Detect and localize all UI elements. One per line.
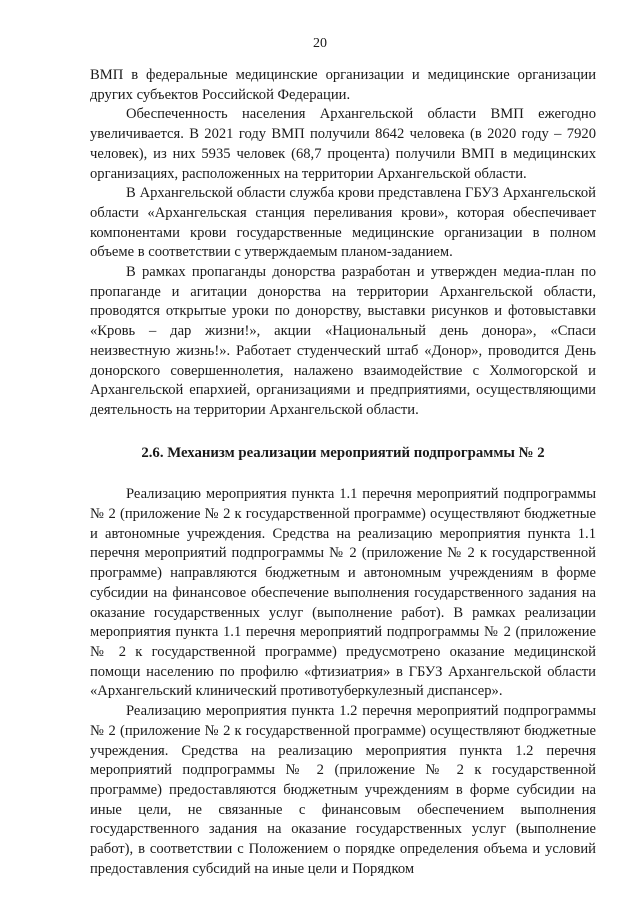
paragraph-donor-promotion: В рамках пропаганды донорства разработан и утвержден медиа-план по пропаганде и агитации донорства на территории Архангельской области, проводятся открытые уроки по донорству, выставки рисунков и фотовыставки «Кровь – дар жизни!», акции «Национальный день донора», «Спаси неизвестную жизнь!». Работает студенческий штаб «Донор», проводится День донорского совершеннолетия, налажено взаимодействие с Холмогорской и Архангельской епархией, организациями и предприятиями, осуществляющими деятельность на территории Архангельской области. (90, 264, 596, 418)
section-heading: 2.6. Механизм реализации мероприятий подпрограммы № 2 (141, 444, 545, 461)
paragraph-blood-service: В Архангельской области служба крови представлена ГБУЗ Архангельской области «Архангельская станция переливания крови», которая обеспечивает компонентами крови государственные медицинские организации в полном объеме в соответствии с утверждаемым планом-заданием. (90, 185, 596, 261)
paragraph-continuation: ВМП в федеральные медицинские организации и медицинские организации других субъектов Российской Федерации. (90, 67, 596, 103)
body-text (90, 66, 596, 879)
paragraph-vmp-provision: Обеспеченность населения Архангельской области ВМП ежегодно увеличивается. В 2021 году ВМП получили 8642 человека (в 2020 году – 7920 человек), из них 5935 человек (68,7 процента) получили ВМП в медицинских организациях, расположенных на территории Архангельской области. (90, 106, 596, 182)
paragraph-measure-1-2: Реализацию мероприятия пункта 1.2 перечня мероприятий подпрограммы № 2 (приложение № 2 к государственной программе) осуществляют бюджетные учреждения. Средства на реализацию мероприятия пункта 1.2 перечня мероприятий подпрограммы № 2 (приложение № 2 к государственной программе) предоставляются бюджетным учреждениям в форме субсидии на иные цели, не связанные с финансовым обеспечением выполнения государственного задания на оказание государственных услуг (выполнение работ), в соответствии с Положением о порядке определения объема и условий предоставления субсидий на иные цели и Порядком (90, 703, 596, 877)
paragraph-measure-1-1: Реализацию мероприятия пункта 1.1 перечня мероприятий подпрограммы № 2 (приложение № 2 к государственной программе) осуществляют бюджетные и автономные учреждения. Средства на реализацию мероприятия пункта 1.1 перечня мероприятий подпрограммы № 2 (приложение № 2 к государственной программе) направляются бюджетным и автономным учреждениям в форме субсидии на финансовое обеспечение выполнения государственного задания на оказание государственных услуг (выполнение работ). В рамках реализации мероприятия пункта 1.1 перечня мероприятий подпрограммы № 2 (приложение № 2 к государственной программе) предусмотрено оказание медицинской помощи населению по профилю «фтизиатрия» в ГБУЗ Архангельской области «Архангельский клинический противотуберкулезный диспансер». (90, 486, 596, 700)
page-number: 20 (313, 36, 327, 51)
